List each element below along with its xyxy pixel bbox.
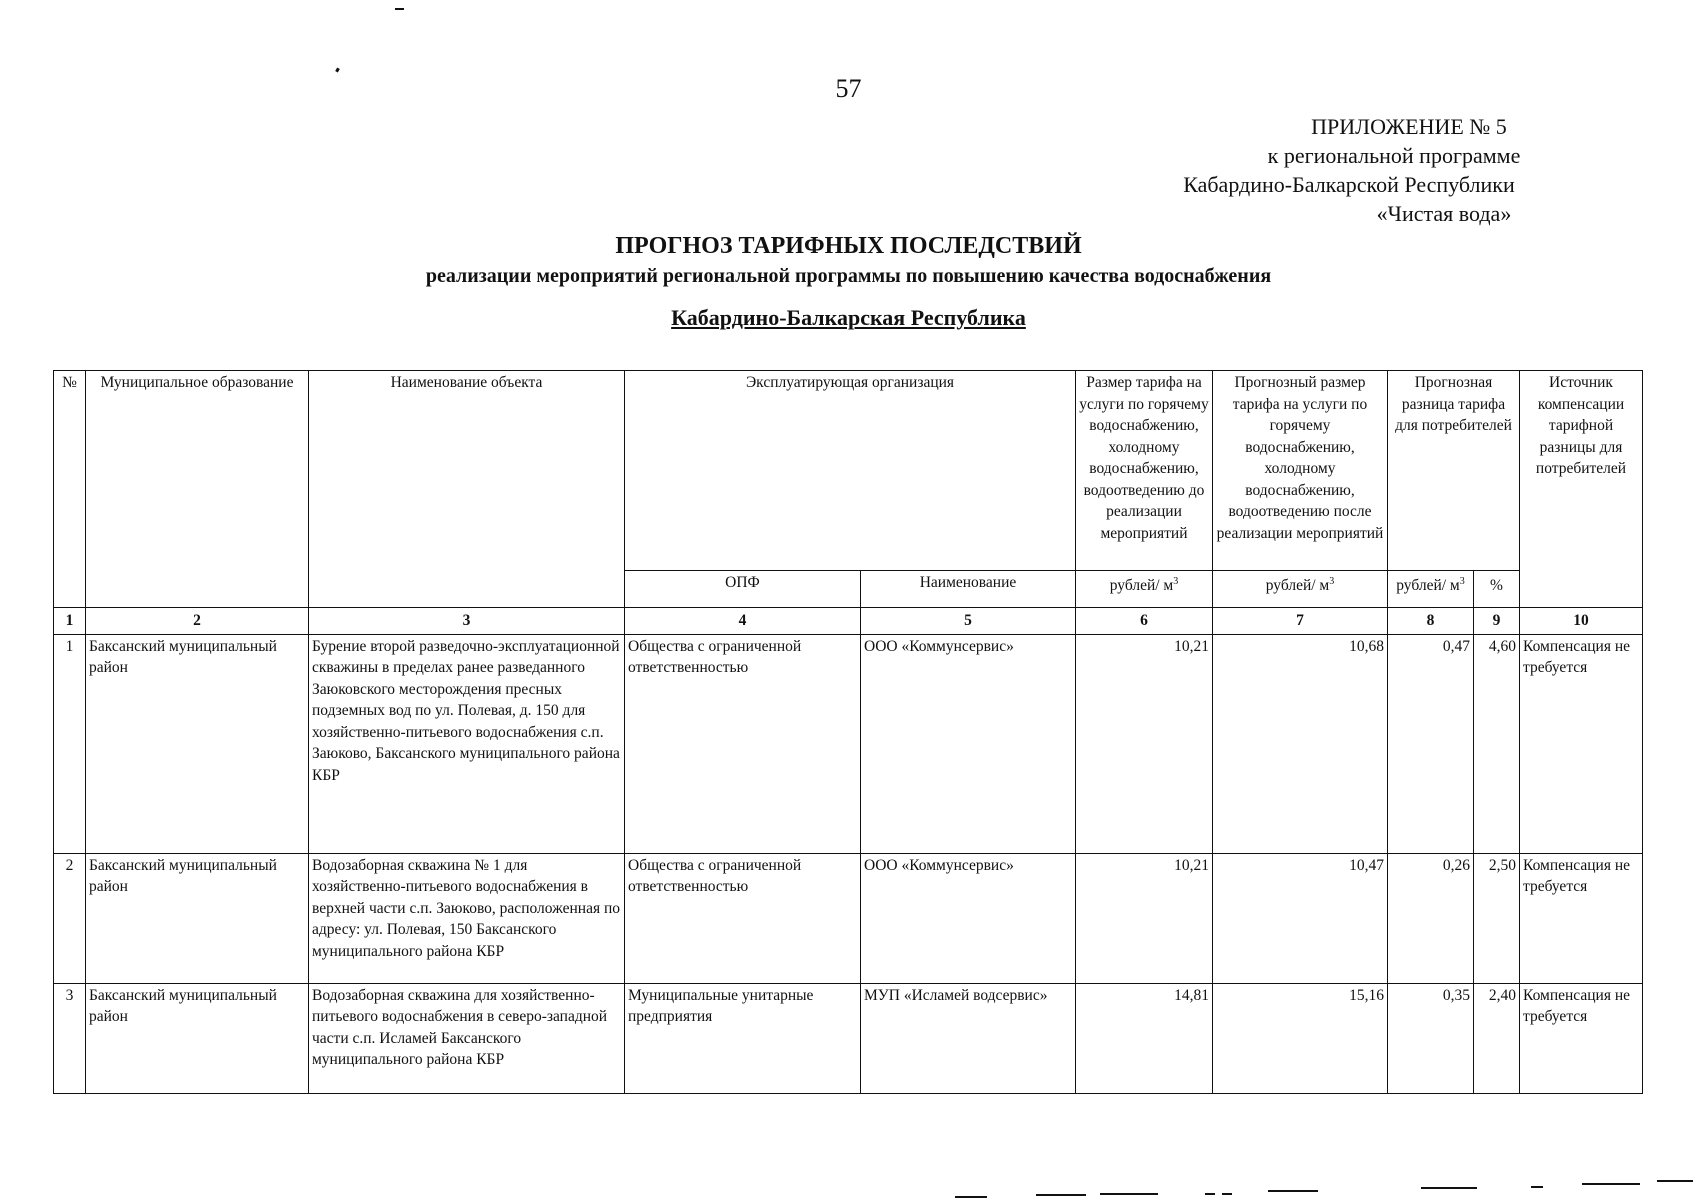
row-org-name: МУП «Исламей водсервис»: [861, 983, 1076, 1093]
row-source: Компенсация не требуется: [1520, 634, 1643, 853]
row-no: 2: [54, 853, 86, 983]
header-object: Наименование объекта: [309, 371, 625, 608]
scan-artifact: [1205, 1193, 1215, 1195]
row-opf: Муниципальные унитарные предприятия: [625, 983, 861, 1093]
unit-superscript: 3: [1329, 575, 1335, 587]
row-municipality: Баксанский муниципальный район: [86, 983, 309, 1093]
appendix-block: [1049, 112, 1609, 228]
row-tariff-before: 10,21: [1076, 634, 1213, 853]
scan-artifact: [1582, 1183, 1640, 1185]
row-org-name: ООО «Коммунсервис»: [861, 634, 1076, 853]
column-number: 2: [86, 608, 309, 635]
appendix-line: «Чистая вода»: [1376, 201, 1512, 226]
scan-artifact: [955, 1196, 987, 1198]
column-number: 1: [54, 608, 86, 635]
unit-superscript: 3: [1173, 575, 1179, 587]
unit-superscript: 3: [1459, 575, 1465, 587]
column-number: 6: [1076, 608, 1213, 635]
table-row: [54, 634, 1643, 853]
column-number-row: [54, 608, 1643, 635]
row-no: 3: [54, 983, 86, 1093]
row-org-name: ООО «Коммунсервис»: [861, 853, 1076, 983]
column-number: 4: [625, 608, 861, 635]
unit-text: рублей/ м: [1396, 577, 1460, 594]
header-difference: Прогнозная разница тарифа для потребителей: [1388, 371, 1520, 571]
row-diff-rub: 0,26: [1388, 853, 1474, 983]
scan-artifact: [1268, 1190, 1318, 1192]
column-number: 10: [1520, 608, 1643, 635]
header-opf: ОПФ: [625, 571, 861, 608]
header-tariff-after: Прогнозный размер тарифа на услуги по горячему водоснабжению, холодному водоснабжению, водоотведению после реализации мероприятий: [1213, 371, 1388, 571]
scan-artifact: [1657, 1180, 1693, 1182]
table-row: [54, 853, 1643, 983]
scan-artifact: [1222, 1193, 1232, 1195]
header-row: [54, 371, 1643, 571]
tariff-table: [53, 370, 1643, 1094]
row-object: Водозаборная скважина для хозяйственно-питьевого водоснабжения в северо-западной части с.п. Исламей Баксанского муниципального района КБР: [309, 983, 625, 1093]
scan-artifact: [1100, 1193, 1158, 1195]
unit-text: рублей/ м: [1265, 577, 1330, 594]
header-org-name: Наименование: [861, 571, 1076, 608]
unit-percent: %: [1474, 571, 1520, 608]
row-municipality: Баксанский муниципальный район: [86, 634, 309, 853]
row-source: Компенсация не требуется: [1520, 983, 1643, 1093]
row-diff-rub: 0,47: [1388, 634, 1474, 853]
column-number: 7: [1213, 608, 1388, 635]
scan-artifact: [1036, 1194, 1086, 1196]
unit-rub-m3: [1388, 571, 1474, 608]
row-municipality: Баксанский муниципальный район: [86, 853, 309, 983]
scan-artifact: [395, 8, 404, 10]
appendix-line: ПРИЛОЖЕНИЕ № 5: [1311, 114, 1507, 139]
appendix-line: Кабардино-Балкарской Республики: [1183, 172, 1515, 197]
row-opf: Общества с ограниченной ответственностью: [625, 853, 861, 983]
document-title: ПРОГНОЗ ТАРИФНЫХ ПОСЛЕДСТВИЙ: [615, 233, 1082, 259]
row-diff-pct: 2,40: [1474, 983, 1520, 1093]
header-no: №: [54, 371, 86, 608]
row-object: Водозаборная скважина № 1 для хозяйственно-питьевого водоснабжения в верхней части с.п. Заюково, расположенная по адресу: ул. Полевая, 150 Баксанского муниципального района КБР: [309, 853, 625, 983]
scan-artifact: [335, 68, 340, 73]
header-operator: Эксплуатирующая организация: [625, 371, 1076, 571]
header-tariff-before: Размер тарифа на услуги по горячему водоснабжению, холодному водоснабжению, водоотведению до реализации мероприятий: [1076, 371, 1213, 571]
unit-rub-m3: [1213, 571, 1388, 608]
column-number: 9: [1474, 608, 1520, 635]
scan-artifact: [1531, 1186, 1543, 1188]
table-row: [54, 983, 1643, 1093]
row-diff-rub: 0,35: [1388, 983, 1474, 1093]
row-diff-pct: 4,60: [1474, 634, 1520, 853]
row-diff-pct: 2,50: [1474, 853, 1520, 983]
row-no: 1: [54, 634, 86, 853]
column-number: 3: [309, 608, 625, 635]
row-tariff-before: 14,81: [1076, 983, 1213, 1093]
header-municipality: Муниципальное образование: [86, 371, 309, 608]
row-object: Бурение второй разведочно-эксплуатационной скважины в пределах ранее разведанного Заюковского месторождения пресных подземных вод по ул. Полевая, д. 150 для хозяйственно-питьевого водоснабжения с.п. Заюково, Баксанского муниципального района КБР: [309, 634, 625, 853]
row-tariff-before: 10,21: [1076, 853, 1213, 983]
page-number: 57: [835, 74, 862, 103]
row-tariff-after: 15,16: [1213, 983, 1388, 1093]
row-tariff-after: 10,47: [1213, 853, 1388, 983]
header-source: Источник компенсации тарифной разницы для потребителей: [1520, 371, 1643, 608]
column-number: 8: [1388, 608, 1474, 635]
unit-rub-m3: [1076, 571, 1213, 608]
column-number: 5: [861, 608, 1076, 635]
scan-artifact: [1421, 1187, 1477, 1189]
row-tariff-after: 10,68: [1213, 634, 1388, 853]
unit-text: рублей/ м: [1109, 577, 1174, 594]
region-name: Кабардино-Балкарская Республика: [671, 305, 1026, 330]
row-opf: Общества с ограниченной ответственностью: [625, 634, 861, 853]
appendix-line: к региональной программе: [1267, 143, 1521, 168]
row-source: Компенсация не требуется: [1520, 853, 1643, 983]
document-subtitle: реализации мероприятий региональной программы по повышению качества водоснабжения: [425, 265, 1272, 287]
